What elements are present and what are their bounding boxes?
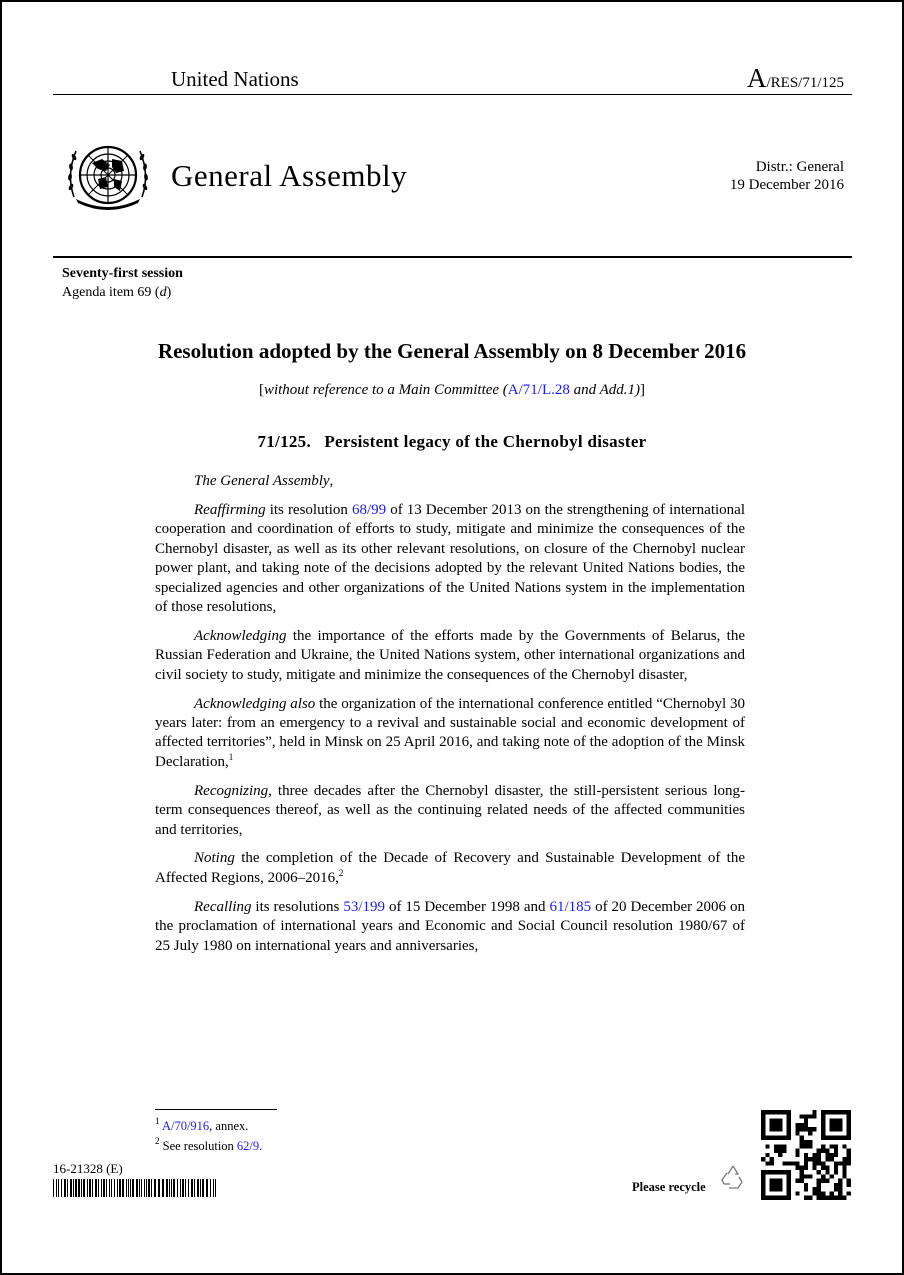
masthead-rule xyxy=(53,256,852,258)
footnote-ref-1: 1 xyxy=(228,751,234,762)
footnote-link-a-70-916[interactable]: A/70/916 xyxy=(161,1119,210,1133)
resolution-heading: 71/125. Persistent legacy of the Chernobyl disaster xyxy=(257,432,647,451)
document-number: 16-21328 (E) xyxy=(53,1161,123,1176)
issue-date: 19 December 2016 xyxy=(729,177,844,193)
resolution-link-68-99[interactable]: 68/99 xyxy=(351,501,387,518)
paragraph-noting: Noting the completion of the Decade of Recovery and Sustainable Development of the Affected Regions, 2006–2016,$^2$ xyxy=(155,850,745,886)
paragraph-acknowledging-also: Acknowledging also the organization of the international conference entitled “Chernobyl 30 years later: from an emergency to a revival and sustainable social and economic development of affected territories”, held in Minsk on 25 April 2016, and taking note of the adoption of the Minsk Declaration,$^1$ xyxy=(155,695,745,770)
distribution-block xyxy=(730,158,844,194)
footnote-link-62-9[interactable]: 62/9 xyxy=(236,1139,260,1153)
footnote-ref-2: 2 xyxy=(338,867,344,878)
symbol-number: /RES/71/125 xyxy=(766,75,844,91)
preamble-opening: The General Assembly, xyxy=(194,473,334,489)
resolution-link-53-199[interactable]: 53/199 xyxy=(343,898,385,915)
resolution-link-61-185[interactable]: 61/185 xyxy=(549,898,592,915)
paragraph-recognizing: Recognizing, three decades after the Chernobyl disaster, the still-persistent serious long-term consequences thereof, as well as the continuing related needs of the affected communities and territories, xyxy=(155,782,745,838)
paragraph-recalling: Recalling its resolutions 53/199 of 15 December 1998 and 61/185 of 20 December 2006 on the proclamation of international years and Economic and Social Council resolution 1980/67 of 25 July 1980 on international years and anniversaries, xyxy=(155,898,745,954)
recycle-icon xyxy=(718,1162,748,1192)
recycle-label: Please recycle xyxy=(632,1180,706,1194)
committee-reference: [without reference to a Main Committee (A/71/L.28 and Add.1)] xyxy=(258,382,646,398)
barcode-icon xyxy=(53,1179,217,1197)
qr-code-icon xyxy=(761,1110,851,1200)
paragraph-reaffirming: Reaffirming its resolution 68/99 of 13 December 2013 on the strengthening of international cooperation and coordination of efforts to study, mitigate and minimize the consequences of the Chernobyl disaster, as well as its other relevant resolutions, on closure of the Chernobyl nuclear power plant, and taking note of the decisions adopted by the relevant United Nations bodies, the specialized agencies and other organizations of the United Nations system in the implementation of those resolutions, xyxy=(155,501,745,615)
document-symbol xyxy=(747,63,844,94)
un-emblem-icon xyxy=(62,135,154,217)
resolution-body xyxy=(155,472,745,965)
org-name: United Nations xyxy=(171,67,299,91)
resolution-title: Resolution adopted by the General Assembly on 8 December 2016 xyxy=(157,339,747,363)
distribution: Distr.: General xyxy=(755,159,844,175)
footnote-2: $^2$ See resolution 62/9. xyxy=(155,1136,263,1153)
agenda-item: Agenda item 69 (d) xyxy=(62,285,172,300)
session-name: Seventy-first session xyxy=(62,266,183,281)
header-rule xyxy=(53,94,852,95)
footnote-rule xyxy=(155,1109,277,1110)
symbol-letter: A xyxy=(746,63,767,93)
organ-title: General Assembly xyxy=(171,158,408,193)
paragraph-acknowledging: Acknowledging the importance of the efforts made by the Governments of Belarus, the Russian Federation and Ukraine, the United Nations system, other international organizations and civil society to study, mitigate and minimize the consequences of the Chernobyl disaster, xyxy=(155,627,745,683)
footnote-1: $^1$ A/70/916, annex. xyxy=(155,1116,249,1133)
draft-resolution-link[interactable]: A/71/L.28 xyxy=(507,382,570,398)
